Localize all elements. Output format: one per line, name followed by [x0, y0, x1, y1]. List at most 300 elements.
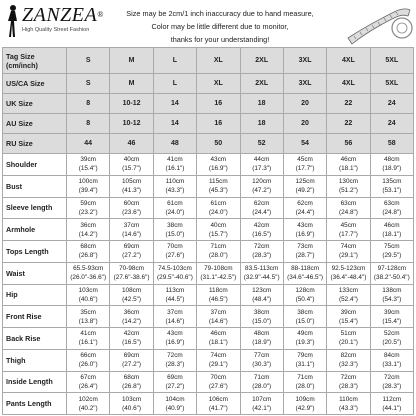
inch-value: (40.2") [78, 404, 98, 412]
inch-value: (47.2") [252, 187, 272, 195]
inch-value: (28.3") [338, 382, 358, 390]
inch-value: (31.1") [295, 361, 315, 369]
cm-value: 37cm [167, 308, 183, 316]
cm-value: 105cm [121, 178, 142, 186]
measurement-cell [240, 393, 283, 415]
measurement-cell [240, 241, 283, 263]
measurement-cell [153, 175, 196, 197]
inch-value: (27.6") [165, 252, 185, 260]
inch-value: (48.4") [252, 295, 272, 303]
cm-value: 79-108cm [204, 265, 233, 273]
inch-value: (17.3") [252, 165, 272, 173]
inch-value: (32.3") [338, 361, 358, 369]
cm-value: 70-98cm [119, 265, 144, 273]
size-row [3, 94, 414, 114]
inch-value: (24.0") [208, 208, 228, 216]
inch-value: (26.8") [122, 382, 142, 390]
measurement-cell [153, 262, 196, 284]
cm-value: 39cm [80, 156, 96, 164]
size-cell: 4XL [327, 48, 370, 74]
inch-value: (28.0") [208, 252, 228, 260]
inch-value: (14.2") [78, 230, 98, 238]
measurement-cell [197, 154, 240, 176]
cm-value: 72cm [167, 352, 183, 360]
cm-value: 44cm [253, 156, 270, 164]
cm-value: 120cm [252, 178, 272, 186]
cm-value: 67cm [80, 373, 96, 381]
measurement-cell [327, 197, 370, 219]
measurement-cell [240, 197, 283, 219]
size-cell: 18 [240, 94, 283, 114]
cm-value: 41cm [167, 156, 183, 164]
inch-value: (15.0") [165, 230, 185, 238]
inch-value: (26.4") [78, 382, 98, 390]
size-cell: S [67, 74, 110, 94]
inch-value: (49.2") [295, 187, 315, 195]
measurement-cell [197, 284, 240, 306]
brand-logo [4, 2, 104, 42]
size-cell: 10-12 [110, 114, 153, 134]
cm-value: 110cm [165, 178, 185, 186]
cm-value: 63cm [383, 199, 400, 207]
row-label: Pants Length [3, 393, 67, 415]
size-row [3, 114, 414, 134]
measurement-cell [370, 154, 413, 176]
notice-line: thanks for your understanding! [170, 35, 270, 44]
row-label: Back Rise [3, 328, 67, 350]
inch-value: (15.7") [122, 165, 142, 173]
measurement-cell [67, 306, 110, 328]
inch-value: (16.5") [252, 230, 272, 238]
cm-value: 108cm [121, 286, 142, 294]
cm-value: 39cm [383, 308, 400, 316]
inch-value: (29.1") [338, 252, 358, 260]
inch-value: (20.5") [382, 339, 402, 347]
cm-value: 133cm [338, 286, 359, 294]
measurement-cell [370, 349, 413, 371]
measurement-cell [153, 219, 196, 241]
model-figure-icon [6, 4, 20, 38]
measurement-cell [197, 197, 240, 219]
row-label: Thigh [3, 349, 67, 371]
cm-value: 83.5-113cm [245, 265, 279, 273]
cm-value: 48cm [383, 156, 400, 164]
inch-value: (36.4"-48.4") [330, 274, 367, 282]
inch-value: (27.2") [122, 252, 142, 260]
cm-value: 37cm [123, 221, 140, 229]
inch-value: (24.4") [295, 208, 315, 216]
size-cell: 52 [240, 134, 283, 154]
measurement-cell [327, 241, 370, 263]
cm-value: 41cm [80, 330, 96, 338]
inch-value: (24.8") [338, 208, 358, 216]
measurement-cell [240, 284, 283, 306]
inch-value: (53.1") [382, 187, 402, 195]
cm-value: 70cm [167, 243, 183, 251]
cm-value: 107cm [252, 395, 272, 403]
inch-value: (13.8") [78, 317, 98, 325]
measurement-row [3, 349, 414, 371]
inch-value: (29.1") [208, 361, 228, 369]
inch-value: (14.6") [165, 317, 185, 325]
size-cell: 56 [327, 134, 370, 154]
inch-value: (23.6") [122, 208, 142, 216]
inch-value: (18.1") [208, 339, 228, 347]
size-cell: 22 [327, 114, 370, 134]
cm-value: 71cm [253, 373, 270, 381]
inch-value: (27.6"-38.6") [113, 274, 150, 282]
inch-value: (15.4") [382, 317, 402, 325]
cm-value: 71cm [210, 243, 227, 251]
cm-value: 77cm [253, 352, 270, 360]
size-cell: 44 [67, 134, 110, 154]
measurement-row [3, 197, 414, 219]
size-cell: 2XL [240, 74, 283, 94]
measurement-cell [327, 284, 370, 306]
size-cell: 3XL [283, 74, 326, 94]
measurement-cell [240, 154, 283, 176]
cm-value: 100cm [78, 178, 98, 186]
cm-value: 51cm [340, 330, 357, 338]
inch-value: (26.8") [78, 252, 98, 260]
row-label: Tops Length [3, 241, 67, 263]
inch-value: (28.0") [295, 382, 315, 390]
measurement-cell [240, 328, 283, 350]
cm-value: 75cm [383, 243, 400, 251]
inch-value: (50.4") [295, 295, 315, 303]
size-cell: 10-12 [110, 94, 153, 114]
cm-value: 61cm [210, 199, 227, 207]
inch-value: (24.8") [382, 208, 402, 216]
measurement-cell [110, 349, 153, 371]
cm-value: 72cm [340, 373, 357, 381]
cm-value: 118cm [208, 286, 228, 294]
measurement-cell [110, 371, 153, 393]
measurement-cell [370, 219, 413, 241]
measurement-cell [240, 262, 283, 284]
inch-value: (19.3") [295, 339, 315, 347]
inch-value: (40.9") [165, 404, 185, 412]
inch-value: (27.6") [208, 382, 228, 390]
inch-value: (38.2"-50.4") [373, 274, 410, 282]
inch-value: (28.3") [165, 361, 185, 369]
inch-value: (28.3") [252, 252, 272, 260]
size-cell: 48 [153, 134, 196, 154]
measurement-cell [283, 349, 326, 371]
inch-value: (51.2") [338, 187, 358, 195]
measurement-cell [370, 371, 413, 393]
size-row [3, 48, 414, 74]
brand-name: ZANZEA® [22, 4, 104, 26]
measurement-cell [283, 328, 326, 350]
inch-value: (18.9") [382, 165, 402, 173]
inch-value: (43.3") [338, 404, 358, 412]
cm-value: 73cm [297, 243, 313, 251]
cm-value: 65.5-93cm [73, 265, 104, 273]
cm-value: 74.5-103cm [158, 265, 192, 273]
cm-value: 63cm [340, 199, 357, 207]
measurement-cell [110, 393, 153, 415]
measurement-cell [67, 262, 110, 284]
inch-value: (27.2") [122, 361, 142, 369]
measurement-cell [283, 262, 326, 284]
inch-value: (14.2") [122, 317, 142, 325]
measurement-cell [110, 306, 153, 328]
size-cell: 4XL [327, 74, 370, 94]
size-cell: 22 [327, 94, 370, 114]
measurement-cell [283, 197, 326, 219]
measurement-cell [67, 284, 110, 306]
measurement-cell [110, 154, 153, 176]
row-label: Tag Size (cm/inch) [3, 48, 67, 74]
measurement-cell [370, 393, 413, 415]
size-cell: 5XL [370, 74, 413, 94]
size-cell: 14 [153, 114, 196, 134]
cm-value: 66cm [80, 352, 96, 360]
inch-value: (34.6"-46.5") [287, 274, 323, 282]
measurement-cell [110, 262, 153, 284]
cm-value: 38cm [167, 221, 183, 229]
size-cell: 5XL [370, 48, 413, 74]
cm-value: 103cm [78, 286, 98, 294]
size-chart-table [2, 47, 414, 415]
cm-value: 92.5-123cm [331, 265, 366, 273]
cm-value: 103cm [121, 395, 142, 403]
inch-value: (33.1") [382, 361, 402, 369]
cm-value: 123cm [252, 286, 272, 294]
measurement-cell [370, 175, 413, 197]
measurement-cell [370, 197, 413, 219]
measurement-cell [197, 175, 240, 197]
cm-value: 43cm [297, 221, 313, 229]
measurement-cell [283, 306, 326, 328]
inch-value: (31.1"-42.5") [200, 274, 237, 282]
cm-value: 70cm [210, 373, 227, 381]
row-label: Front Rise [3, 306, 67, 328]
measurement-cell [370, 328, 413, 350]
size-cell: 8 [67, 94, 110, 114]
measurement-cell [327, 154, 370, 176]
cm-value: 49cm [297, 330, 313, 338]
measurement-row [3, 154, 414, 176]
cm-value: 62cm [297, 199, 313, 207]
measurement-cell [197, 262, 240, 284]
measurement-row [3, 241, 414, 263]
measurement-cell [283, 284, 326, 306]
cm-value: 45cm [340, 221, 357, 229]
notice-line: Color may be little different due to monitor, [151, 22, 289, 31]
cm-value: 88-118cm [291, 265, 320, 273]
cm-value: 135cm [382, 178, 402, 186]
measurement-cell [67, 197, 110, 219]
inch-value: (40.6") [122, 404, 142, 412]
size-cell: 14 [153, 94, 196, 114]
measurement-row [3, 262, 414, 284]
cm-value: 72cm [253, 243, 270, 251]
inch-value: (28.3") [382, 382, 402, 390]
cm-value: 71cm [297, 373, 313, 381]
measurement-cell [283, 241, 326, 263]
cm-value: 84cm [383, 352, 400, 360]
cm-value: 79cm [297, 352, 313, 360]
inch-value: (17.7") [295, 165, 315, 173]
size-cell: 16 [197, 114, 240, 134]
cm-value: 48cm [253, 330, 270, 338]
cm-value: 39cm [340, 308, 357, 316]
inch-value: (16.5") [122, 339, 142, 347]
measurement-cell [240, 349, 283, 371]
inch-value: (42.9") [295, 404, 315, 412]
cm-value: 102cm [78, 395, 98, 403]
measuring-tape-icon [344, 0, 414, 46]
cm-value: 37cm [210, 308, 227, 316]
cm-value: 46cm [210, 330, 227, 338]
size-cell: XL [197, 74, 240, 94]
inch-value: (28.7") [295, 252, 315, 260]
measurement-cell [327, 328, 370, 350]
cm-value: 113cm [165, 286, 185, 294]
cm-value: 128cm [295, 286, 315, 294]
cm-value: 42cm [123, 330, 140, 338]
inch-value: (24.4") [252, 208, 272, 216]
size-cell: 8 [67, 114, 110, 134]
size-notice [100, 7, 340, 46]
inch-value: (18.1") [338, 165, 358, 173]
measurement-cell [67, 175, 110, 197]
inch-value: (15.4") [338, 317, 358, 325]
size-cell: 24 [370, 94, 413, 114]
cm-value: 36cm [123, 308, 140, 316]
measurement-cell [327, 393, 370, 415]
measurement-cell [240, 219, 283, 241]
inch-value: (23.2") [78, 208, 98, 216]
size-cell: XL [197, 48, 240, 74]
row-label: Inside Length [3, 371, 67, 393]
measurement-cell [153, 197, 196, 219]
cm-value: 72cm [383, 373, 400, 381]
measurement-cell [110, 175, 153, 197]
measurement-cell [67, 154, 110, 176]
inch-value: (30.3") [252, 361, 272, 369]
measurement-row [3, 284, 414, 306]
inch-value: (42.5") [122, 295, 142, 303]
inch-value: (45.3") [208, 187, 228, 195]
measurement-cell [370, 262, 413, 284]
notice-line: Size may be 2cm/1 inch inaccuracy due to hand measure, [126, 9, 314, 18]
inch-value: (17.7") [338, 230, 358, 238]
measurement-cell [153, 241, 196, 263]
inch-value: (40.6") [78, 295, 98, 303]
row-label: Shoulder [3, 154, 67, 176]
size-cell: 2XL [240, 48, 283, 74]
measurement-cell [67, 371, 110, 393]
inch-value: (44.1") [382, 404, 402, 412]
measurement-cell [197, 306, 240, 328]
inch-value: (16.1") [78, 339, 98, 347]
size-cell: 20 [283, 114, 326, 134]
inch-value: (26.0") [78, 361, 98, 369]
measurement-cell [240, 306, 283, 328]
measurement-cell [67, 328, 110, 350]
size-cell: 18 [240, 114, 283, 134]
inch-value: (16.9") [165, 339, 185, 347]
row-label: Armhole [3, 219, 67, 241]
measurement-cell [110, 241, 153, 263]
inch-value: (20.1") [338, 339, 358, 347]
measurement-row [3, 306, 414, 328]
brand-tagline: High Quality Street Fashion [22, 27, 90, 33]
row-label: US/CA Size [3, 74, 67, 94]
measurement-row [3, 219, 414, 241]
measurement-cell [197, 393, 240, 415]
cm-value: 69cm [123, 243, 140, 251]
measurement-cell [327, 262, 370, 284]
measurement-cell [153, 371, 196, 393]
measurement-cell [67, 393, 110, 415]
measurement-cell [283, 371, 326, 393]
measurement-cell [110, 328, 153, 350]
measurement-cell [240, 175, 283, 197]
cm-value: 125cm [295, 178, 315, 186]
inch-value: (32.9"-44.5") [243, 274, 280, 282]
inch-value: (26.0"-36.6") [70, 274, 107, 282]
measurement-cell [283, 393, 326, 415]
measurement-cell [327, 219, 370, 241]
measurement-cell [327, 175, 370, 197]
measurement-cell [327, 349, 370, 371]
measurement-cell [197, 328, 240, 350]
inch-value: (27.2") [165, 382, 185, 390]
measurement-row [3, 371, 414, 393]
measurement-cell [240, 371, 283, 393]
cm-value: 52cm [383, 330, 400, 338]
inch-value: (29.5") [382, 252, 402, 260]
measurement-cell [370, 241, 413, 263]
cm-value: 43cm [167, 330, 183, 338]
measurement-cell [197, 219, 240, 241]
inch-value: (43.3") [165, 187, 185, 195]
cm-value: 36cm [80, 221, 96, 229]
cm-value: 69cm [123, 352, 140, 360]
size-row [3, 74, 414, 94]
cm-value: 42cm [253, 221, 270, 229]
measurement-cell [110, 284, 153, 306]
inch-value: (16.9") [295, 230, 315, 238]
inch-value: (41.3") [122, 187, 142, 195]
row-label: AU Size [3, 114, 67, 134]
measurement-cell [153, 306, 196, 328]
cm-value: 109cm [295, 395, 315, 403]
cm-value: 112cm [382, 395, 402, 403]
size-cell: 3XL [283, 48, 326, 74]
measurement-cell [197, 241, 240, 263]
size-cell: 20 [283, 94, 326, 114]
inch-value: (14.6") [122, 230, 142, 238]
cm-value: 62cm [253, 199, 270, 207]
size-cell: 16 [197, 94, 240, 114]
cm-value: 38cm [297, 308, 313, 316]
cm-value: 35cm [80, 308, 96, 316]
measurement-cell [110, 219, 153, 241]
measurement-row [3, 175, 414, 197]
inch-value: (29.5"-40.6") [157, 274, 193, 282]
size-cell: 58 [370, 134, 413, 154]
measurement-row [3, 393, 414, 415]
measurement-cell [153, 349, 196, 371]
cm-value: 61cm [167, 199, 183, 207]
cm-value: 68cm [80, 243, 96, 251]
measurement-cell [67, 349, 110, 371]
